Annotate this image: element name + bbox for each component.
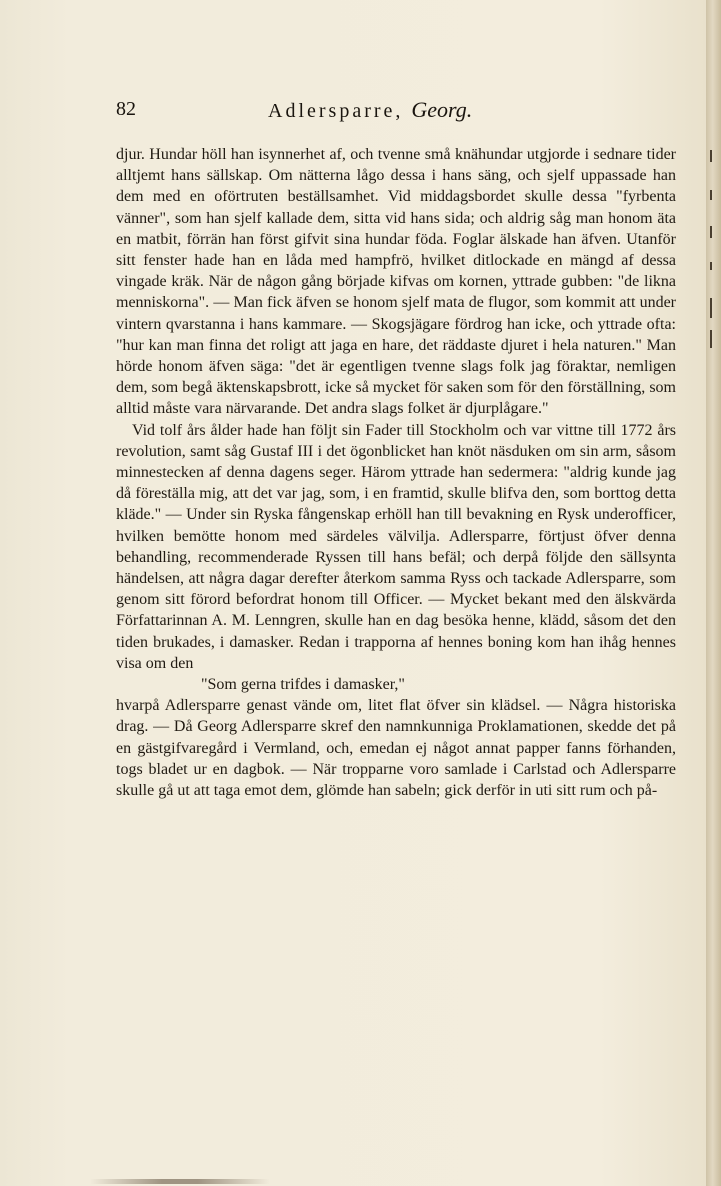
verse-quote: "Som gerna trifdes i damasker," xyxy=(201,676,405,694)
running-head-title: Adlersparre, xyxy=(268,100,404,122)
page-number: 82 xyxy=(116,98,136,120)
running-head-subtitle: Georg. xyxy=(411,97,473,122)
paragraph-1: djur. Hundar höll han isynnerhet af, och tvenne små knähundar utgjorde i sednare tider alltjemt hans sällskap. Om nätterna lågo dessa i hans säng, och sjelf uppassade han dem med en oförtruten beställsamhet. Vid middagsbordet skulle dessa "fyrbenta vänner", som han sjelf kallade dem, sitta vid hans sida; och aldrig såg man honom äta en matbit, förrän han först gifvit sina hundar föda. Foglar älskade han äfven. Utanför sitt fenster hade han en låda med hampfrö, hvilket ditlockade en mängd af dessa vingade kräk. När de någon gång började kifvas om kornen, yttrade gubben: "de likna menniskorna". — Man fick äfven se honom sjelf mata de flugor, som kommit att under vintern qvarstanna i hans kammare. — Skogsjägare fördrog han icke, och yttrade ofta: "hur kan man finna det roligt att jaga en hare, det räddaste djuret i hela naturen." Man hörde honom äfven säga: "det är egentligen tvenne slags folk jag föraktar, nemligen dem, som begå äktenskapsbrott, icke så mycket för saken som för den förställning, som alltid måste vara närvarande. Det andra slags folket är djurplågare." xyxy=(116,146,676,418)
next-page-edge xyxy=(706,0,721,1186)
body-text xyxy=(116,144,676,801)
page-bottom-shadow xyxy=(90,1179,270,1184)
paragraph-3: hvarpå Adlersparre genast vände om, litet flat öfver sin klädsel. — Några historiska drag. — Då Georg Adlersparre skref den namnkunniga Proklamationen, skedde det på en gästgifvaregård i Vermland, och, emedan ej något annat papper fanns förhanden, togs bladet ur en dagbok. — När tropparne voro samlade i Carlstad och Adlersparre skulle gå ut att taga emot dem, glömde han sabeln; gick derför in uti sitt rum och på- xyxy=(116,697,676,800)
paragraph-2: Vid tolf års ålder hade han följt sin Fader till Stockholm och var vittne till 1772 års revolution, samt såg Gustaf III i det ögonblicket han knöt näsduken om sin arm, såsom minnestecken af denna dagens seger. Härom yttrade han sedermera: "aldrig kunde jag då föreställa mig, att det var jag, som, i en framtid, skulle blifva den, som borttog detta kläde." — Under sin Ryska fångenskap erhöll han till bevakning en Rysk underofficer, hvilken bemötte honom med särdeles välvilja. Adlersparre, förtjust öfver denna behandling, recommenderade Ryssen till hans befäl; och derpå följde den sällsynta händelsen, att några dagar derefter återkom samma Ryss och tackade Adlersparre, som genom sitt förord befordrat honom till Officer. — Mycket bekant med den älskvärda Författarinnan A. M. Lenngren, skulle han en dag besöka henne, klädd, såsom det den tiden brukades, i damasker. Redan i trapporna af hennes boning kom han ihåg hennes visa om den xyxy=(116,421,676,672)
running-head xyxy=(268,97,472,123)
